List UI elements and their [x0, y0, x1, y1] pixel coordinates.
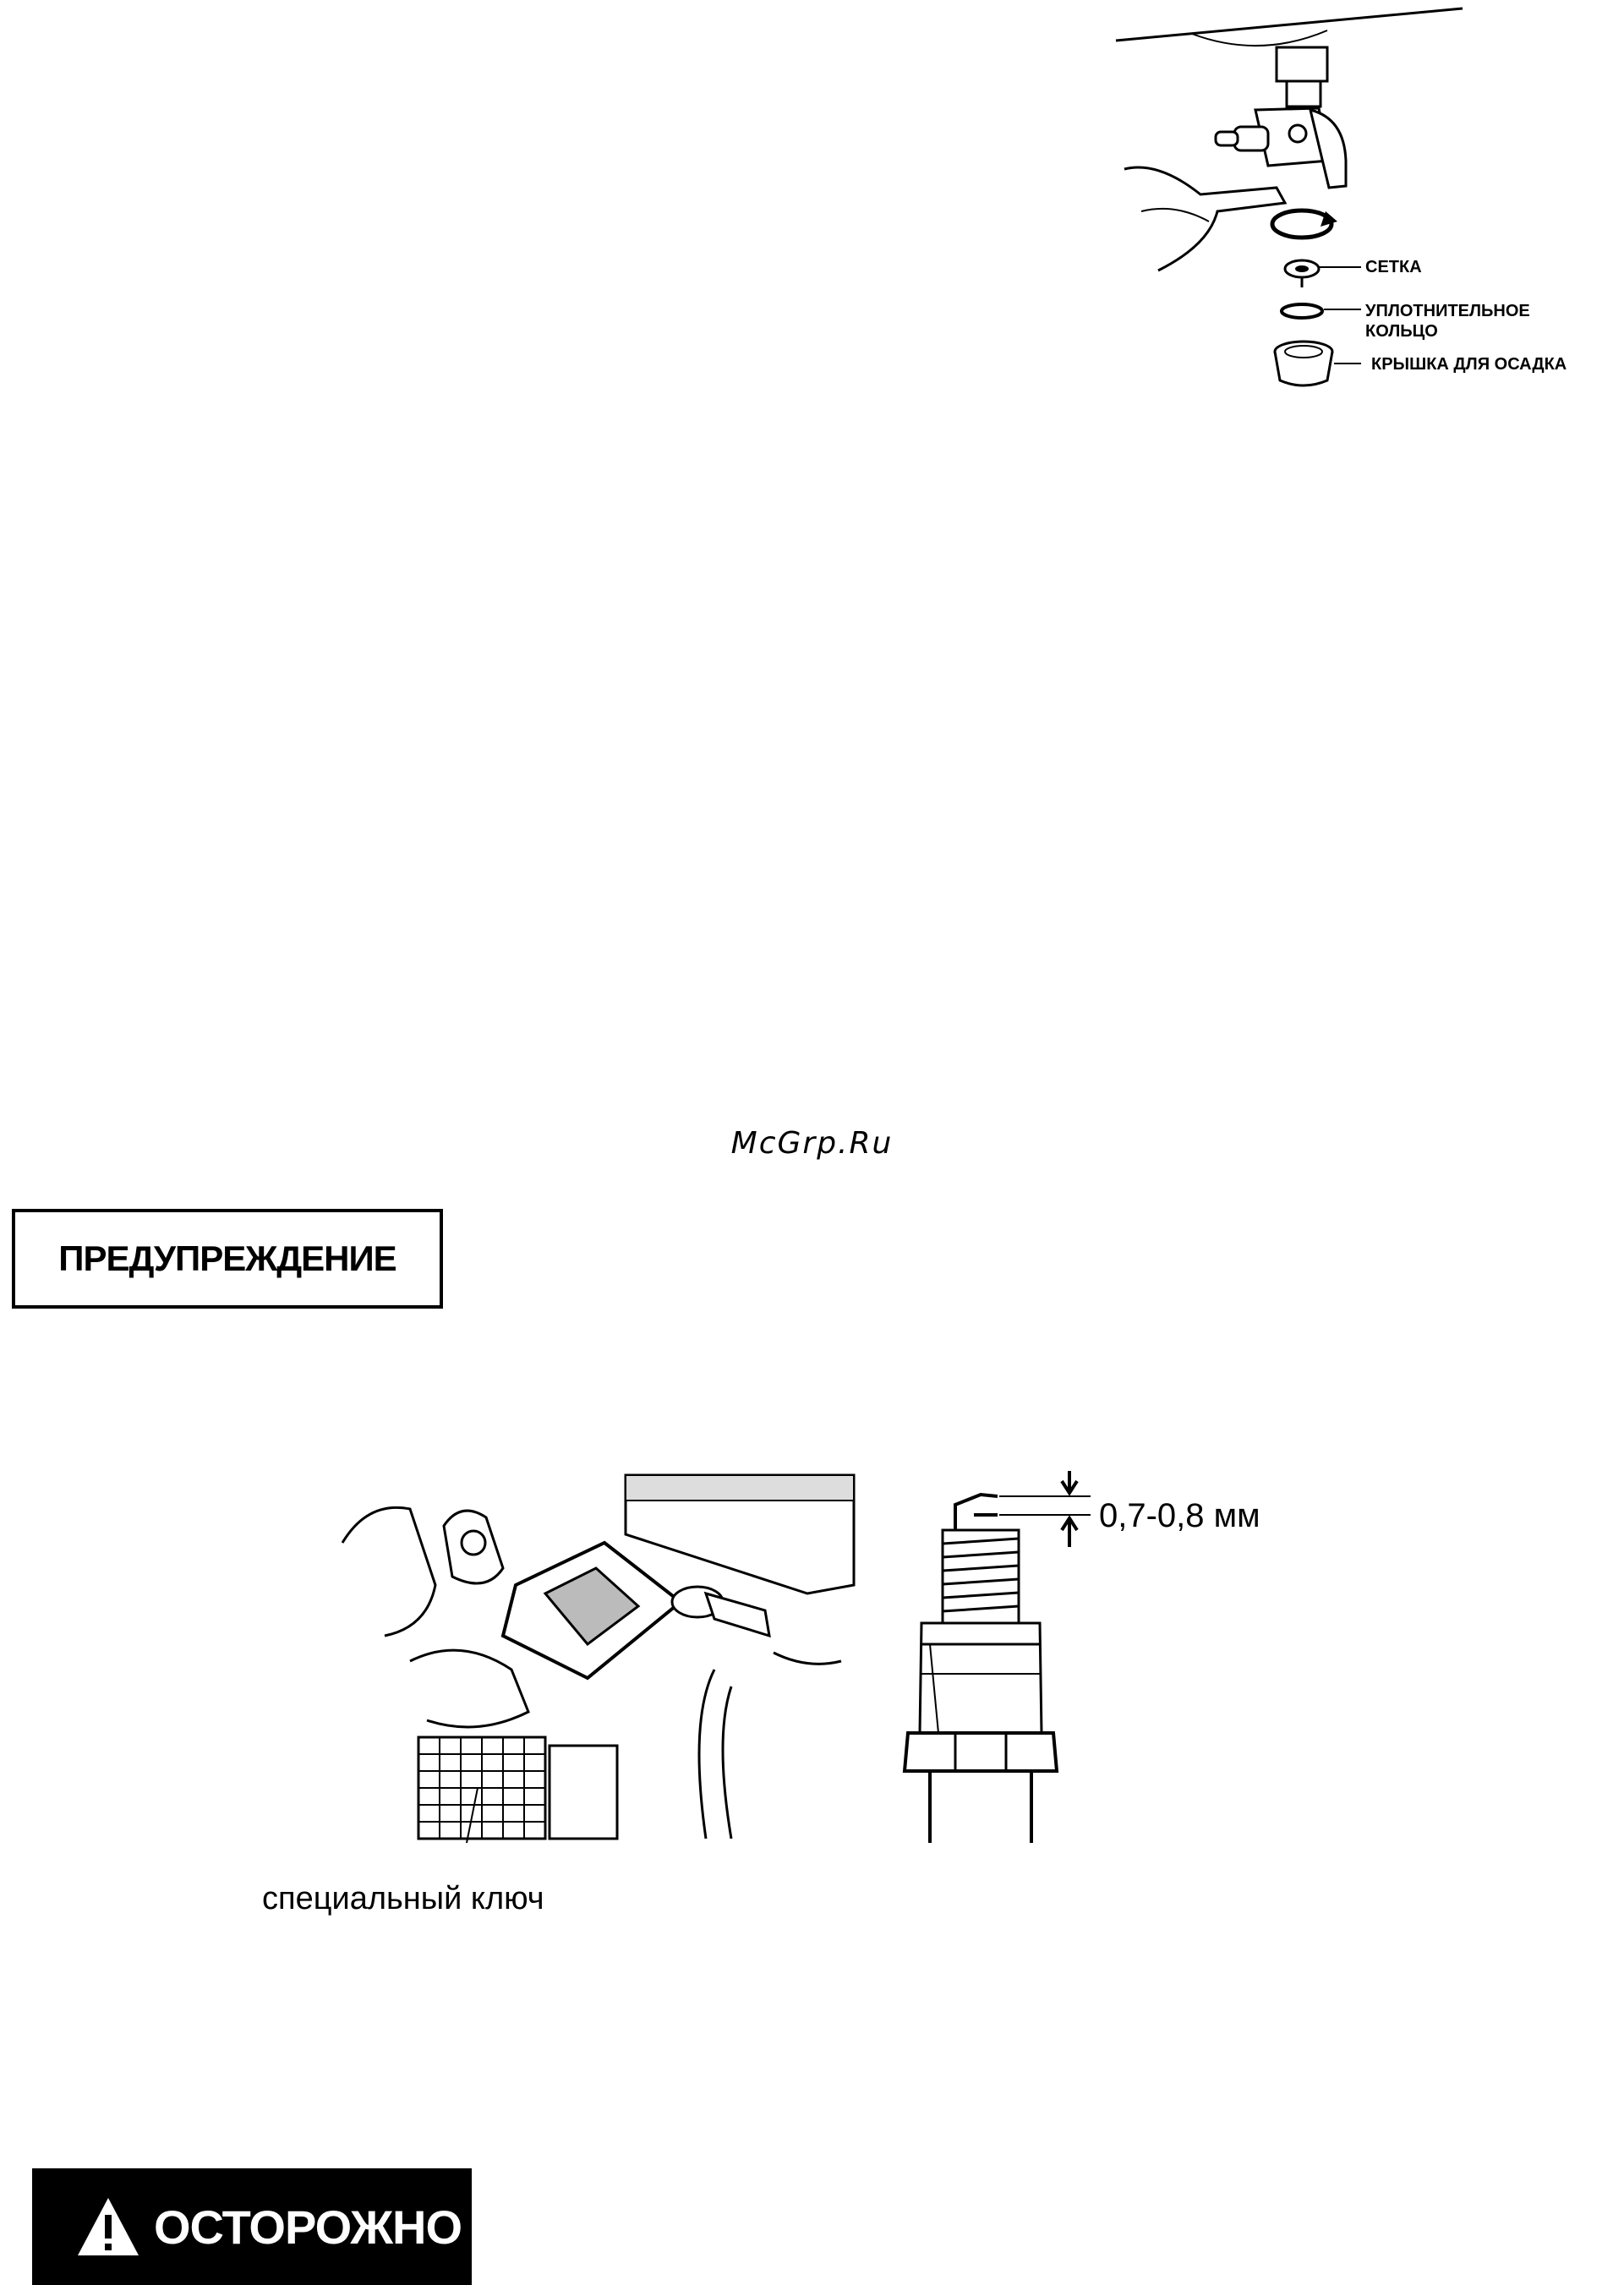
warning-heading-box: [12, 1209, 443, 1309]
warning-triangle-icon: [74, 2195, 142, 2259]
warning-heading: ПРЕДУПРЕЖДЕНИЕ: [58, 1238, 396, 1278]
electrode-gap-label: 0,7-0,8 мм: [1099, 1497, 1260, 1534]
oring-label-line2: КОЛЬЦО: [1365, 322, 1438, 341]
caution-heading: ОСТОРОЖНО: [154, 2200, 462, 2254]
oring-label-line1: УПЛОТНИТЕЛЬНОЕ: [1365, 302, 1530, 320]
sediment-cup-label: КРЫШКА ДЛЯ ОСАДКА: [1371, 355, 1567, 374]
spark-plug-wrench-illustration: [334, 1467, 871, 1843]
spark-plug-gap-diagram: [896, 1471, 1099, 1843]
caution-heading-box: [32, 2168, 472, 2285]
mesh-label: СЕТКА: [1365, 258, 1422, 276]
watermark-text: McGrp.Ru: [730, 1126, 894, 1161]
special-wrench-label: специальный ключ: [262, 1881, 544, 1916]
